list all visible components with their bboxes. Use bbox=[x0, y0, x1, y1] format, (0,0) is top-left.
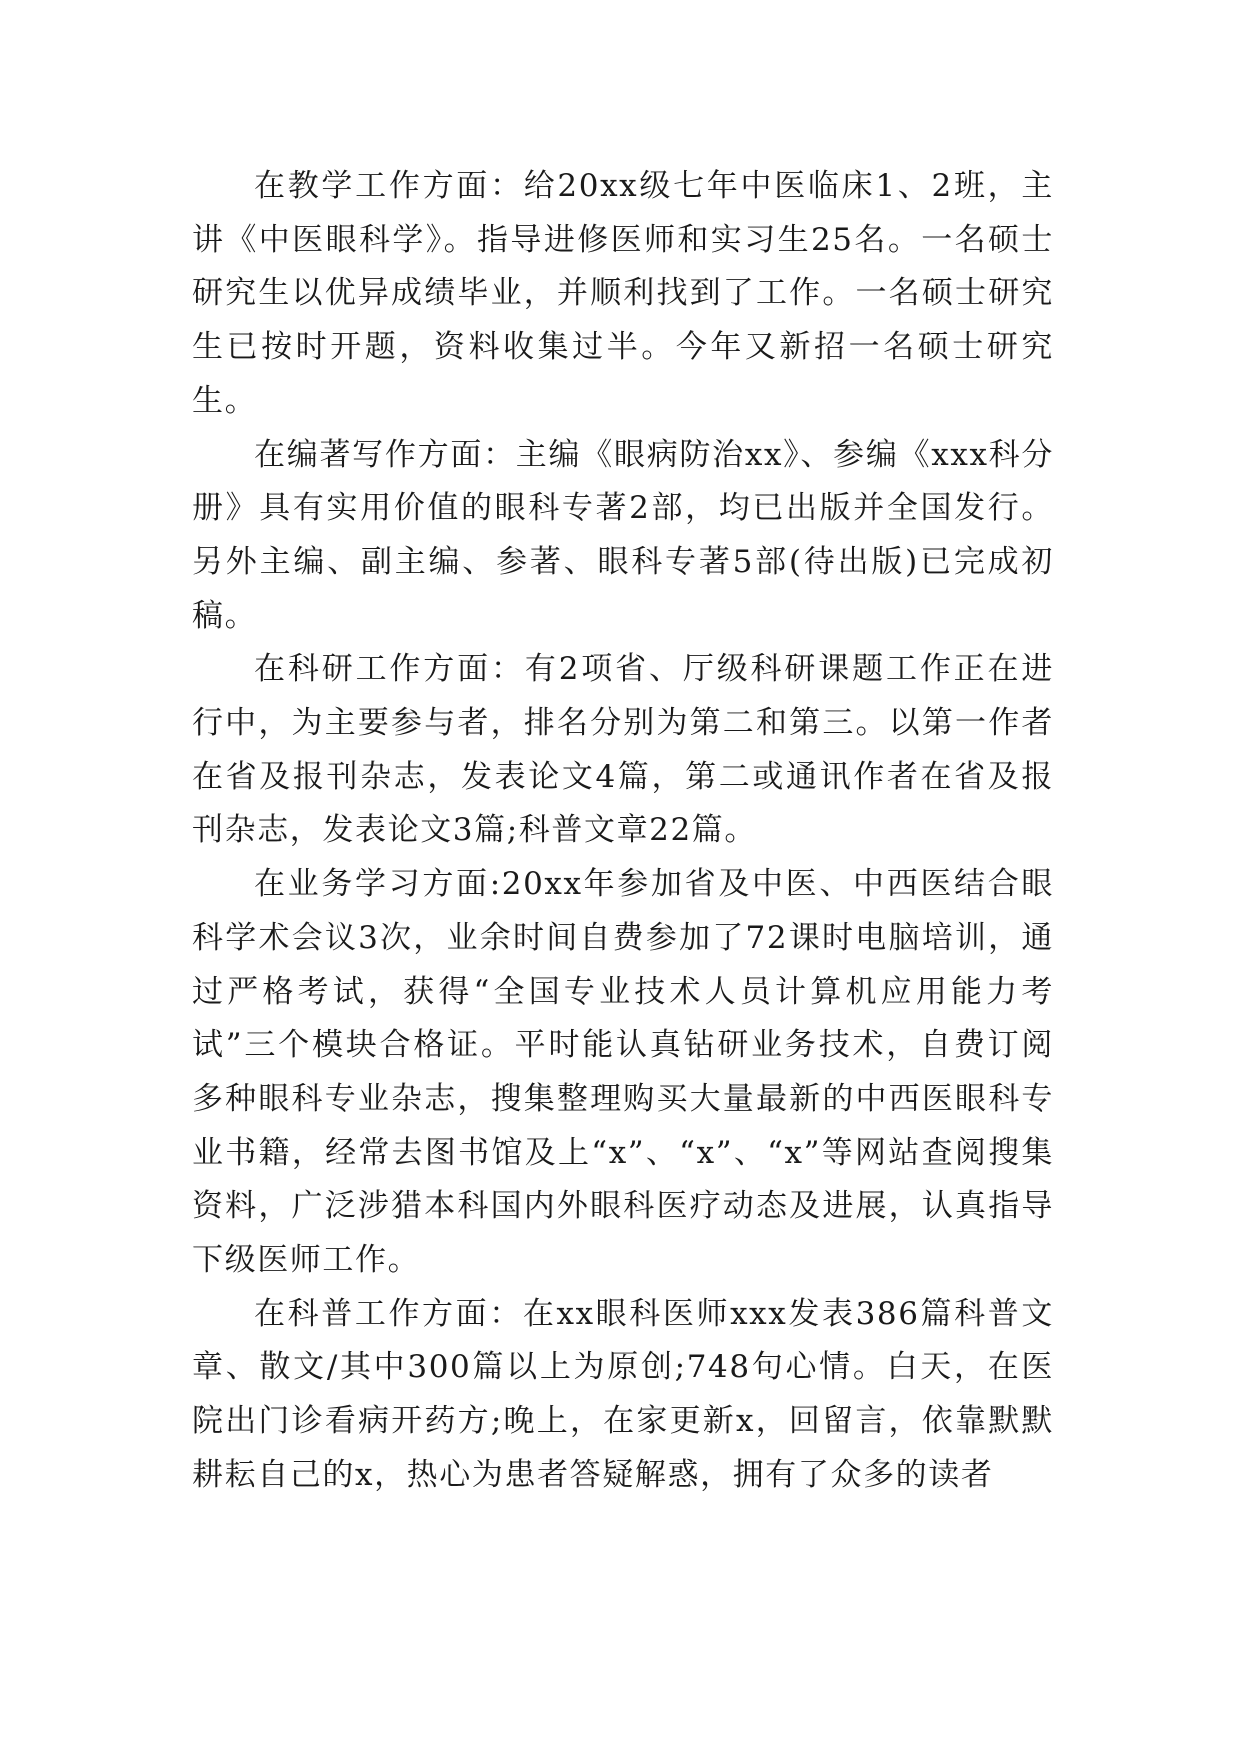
paragraph-teaching: 在教学工作方面：给20xx级七年中医临床1、2班，主讲《中医眼科学》。指导进修医师和实习生25名。一名硕士研究生以优异成绩毕业，并顺利找到了工作。一名硕士研究生已按时开题，资料收集过半。今年又新招一名硕士研究生。 bbox=[192, 168, 1054, 419]
paragraph-writing: 在编著写作方面：主编《眼病防治xx》、参编《xxx科分册》具有实用价值的眼科专著2部，均已出版并全国发行。另外主编、副主编、参著、眼科专著5部(待出版)已完成初稿。 bbox=[192, 436, 1054, 634]
paragraph-study: 在业务学习方面:20xx年参加省及中医、中西医结合眼科学术会议3次，业余时间自费参加了72课时电脑培训，通过严格考试，获得“全国专业技术人员计算机应用能力考试”三个模块合格证。平时能认真钻研业务技术，自费订阅多种眼科专业杂志，搜集整理购买大量最新的中西医眼科专业书籍，经常去图书馆及上“x”、“x”、“x”等网站查阅搜集资料，广泛涉猎本科国内外眼科医疗动态及进展，认真指导下级医师工作。 bbox=[192, 866, 1054, 1279]
document-body bbox=[192, 160, 1054, 1503]
paragraph-popular-science: 在科普工作方面：在xx眼科医师xxx发表386篇科普文章、散文/其中300篇以上为原创;748句心情。白天，在医院出门诊看病开药方;晚上，在家更新x，回留言，依靠默默耕耘自己的x，热心为患者答疑解惑，拥有了众多的读者 bbox=[192, 1295, 1054, 1493]
paragraph-research: 在科研工作方面：有2项省、厅级科研课题工作正在进行中，为主要参与者，排名分别为第二和第三。以第一作者在省及报刊杂志，发表论文4篇，第二或通讯作者在省及报刊杂志，发表论文3篇;科普文章22篇。 bbox=[192, 651, 1054, 849]
